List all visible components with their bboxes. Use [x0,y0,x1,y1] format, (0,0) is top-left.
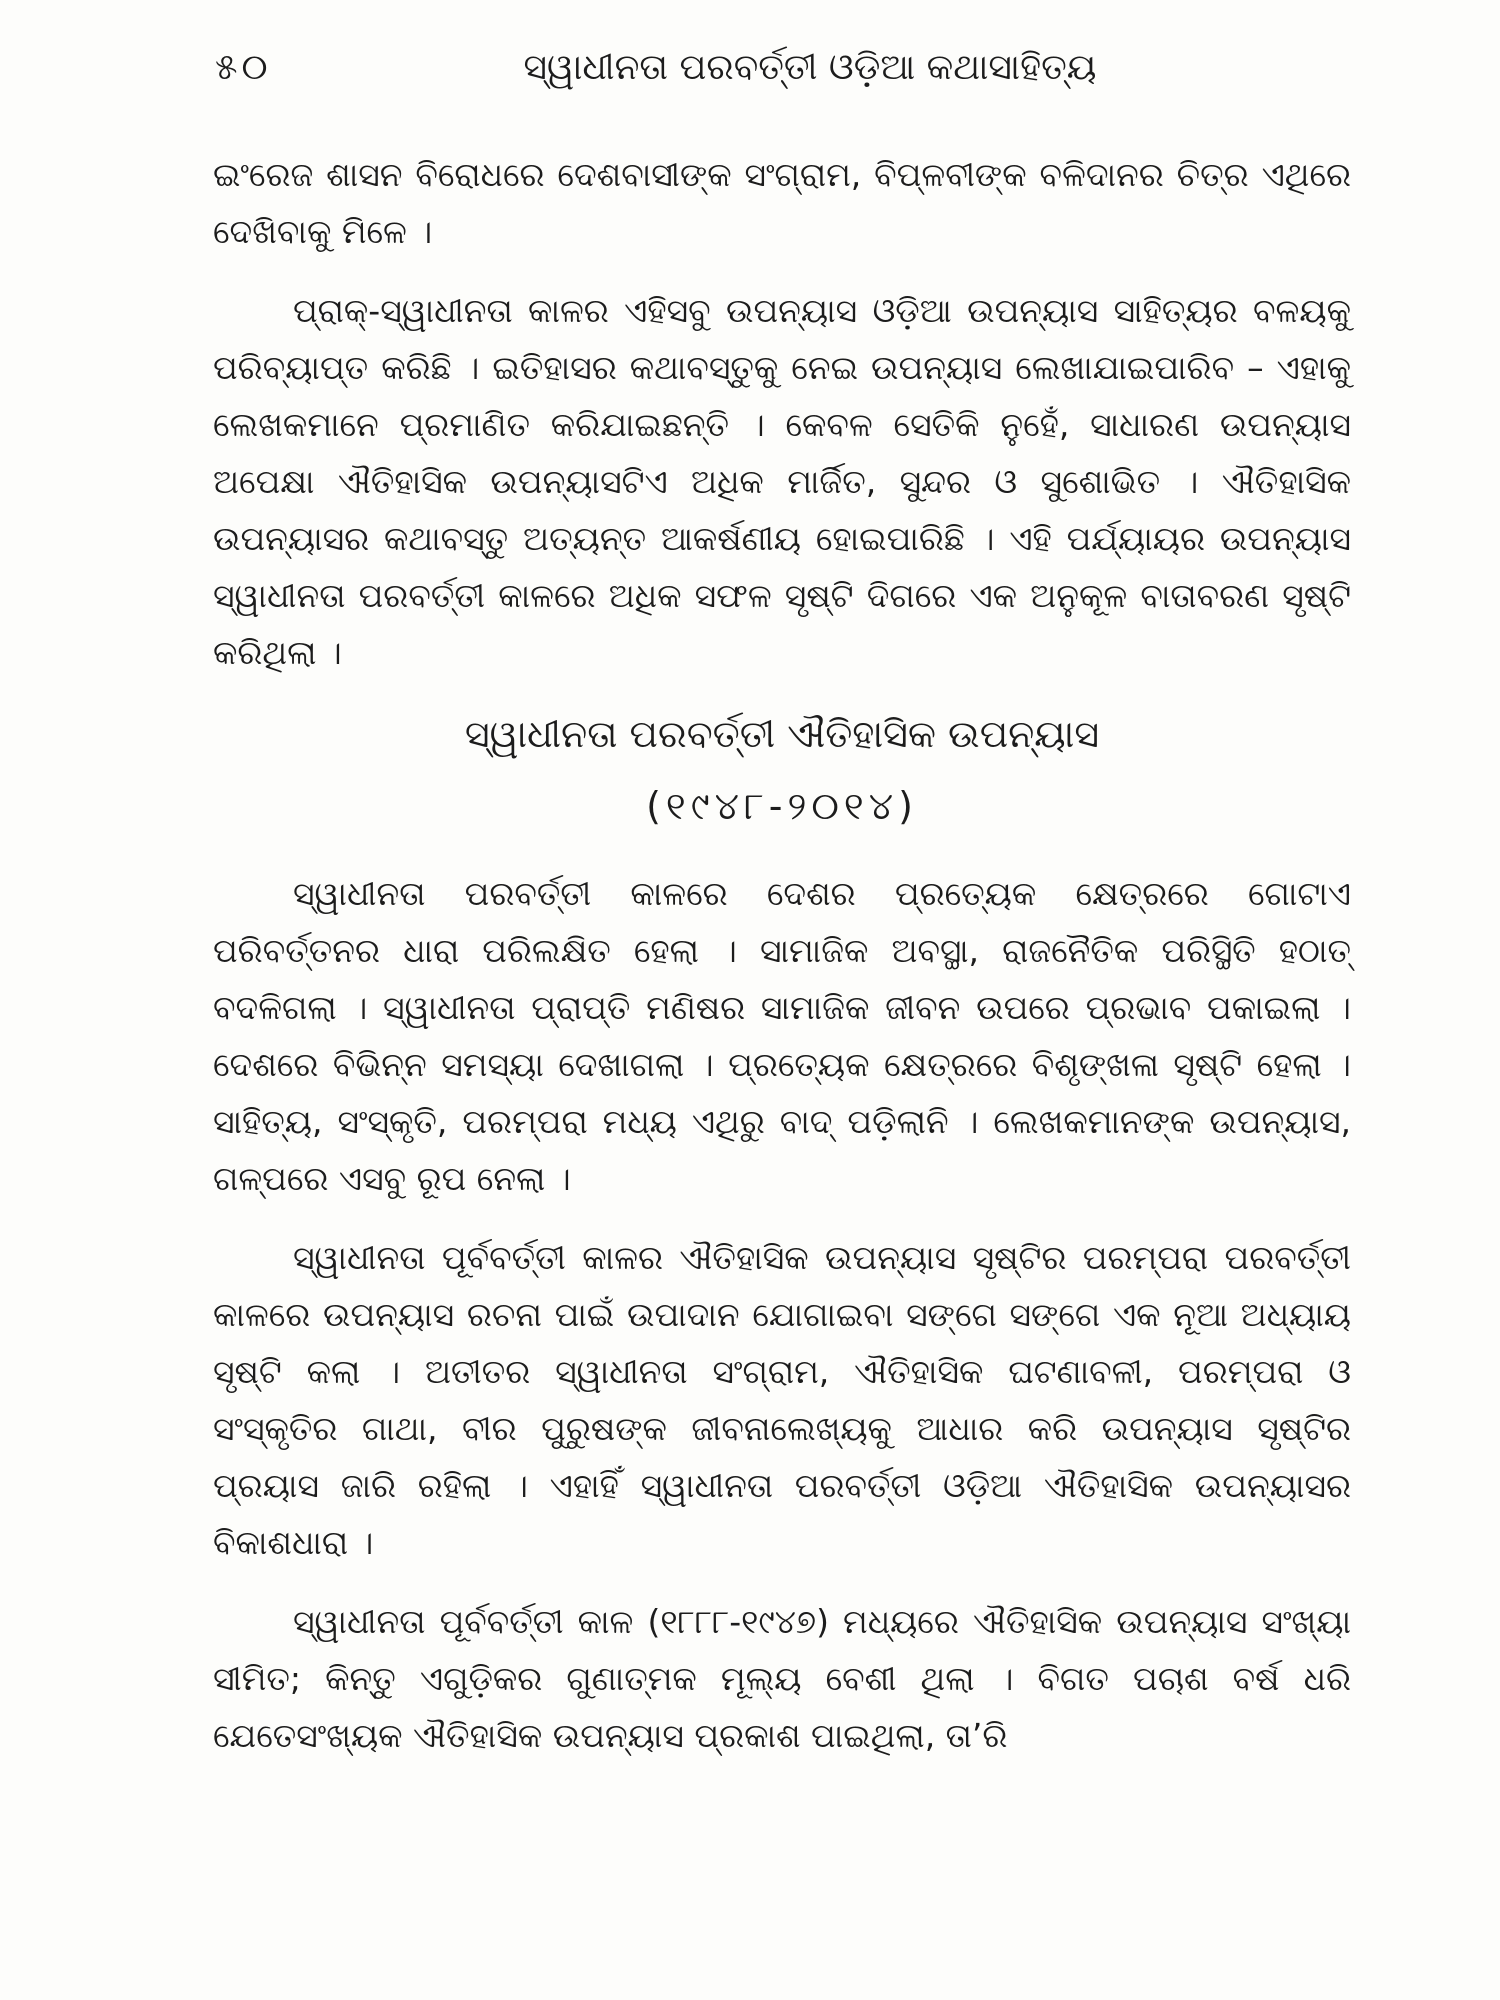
section-heading: ସ୍ୱାଧୀନତା ପରବର୍ତ୍ତୀ ଐତିହାସିକ ଉପନ୍ୟାସ [464,712,1100,756]
paragraph: ପ୍ରାକ୍-ସ୍ୱାଧୀନତା କାଳର ଏହିସବୁ ଉପନ୍ୟାସ ଓଡ଼ିଆ ଉପନ୍ୟାସ ସାହିତ୍ୟର ବଳୟକୁ ପରିବ୍ୟାପ୍ତ କରିଛି । ଇତିହାସର କଥାବସ୍ତୁକୁ ନେଇ ଉପନ୍ୟାସ ଲେଖାଯାଇପାରିବ – ଏହାକୁ ଲେଖକମାନେ ପ୍ରମାଣିତ କରିଯାଇଛନ୍ତି । କେବଳ ସେତିକି ନୁହେଁ, ସାଧାରଣ ଉପନ୍ୟାସ ଅପେକ୍ଷା ଐତିହାସିକ ଉପନ୍ୟାସଟିଏ ଅଧିକ ମାର୍ଜିତ, ସୁନ୍ଦର ଓ ସୁଶୋଭିତ । ଐତିହାସିକ ଉପନ୍ୟାସର କଥାବସ୍ତୁ ଅତ୍ୟନ୍ତ ଆକର୍ଷଣୀୟ ହୋଇପାରିଛି । ଏହି ପର୍ଯ୍ୟାୟର ଉପନ୍ୟାସ ସ୍ୱାଧୀନତା ପରବର୍ତ୍ତୀ କାଳରେ ଅଧିକ ସଫଳ ସୃଷ୍ଟି ଦିଗରେ ଏକ ଅନୁକୂଳ ବାତାବରଣ ସୃଷ୍ଟି କରିଥିଲା । [213,291,1351,672]
paragraph: ସ୍ୱାଧୀନତା ପୂର୍ବବର୍ତ୍ତୀ କାଳ (୧୮୮୮-୧୯୪୭) ମଧ୍ୟରେ ଐତିହାସିକ ଉପନ୍ୟାସ ସଂଖ୍ୟା ସୀମିତ; କିନ୍ତୁ ଏଗୁଡ଼ିକର ଗୁଣାତ୍ମକ ମୂଲ୍ୟ ବେଶୀ ଥିଲା । ବିଗତ ପଚାଶ ବର୍ଷ ଧରି ଯେତେସଂଖ୍ୟକ ଐତିହାସିକ ଉପନ୍ୟାସ ପ୍ରକାଶ ପାଇଥିଲା, ତା’ରି [213,1602,1351,1755]
section-years: (୧୯୪୮-୨୦୧୪) [646,784,918,828]
page-number: ୫୦ [215,47,272,88]
paragraph-continued: ଇଂରେଜ ଶାସନ ବିରୋଧରେ ଦେଶବାସୀଙ୍କ ସଂଗ୍ରାମ, ବିପ୍ଳବୀଙ୍କ ବଳିଦାନର ଚିତ୍ର ଏଥିରେ ଦେଖିବାକୁ ମିଳେ । [213,155,1351,251]
page-header [215,38,1345,98]
page-body [213,146,1351,1786]
running-head: ସ୍ୱାଧୀନତା ପରବର୍ତ୍ତୀ ଓଡ଼ିଆ କଥାସାହିତ୍ୟ [523,47,1097,88]
paragraph: ସ୍ୱାଧୀନତା ପୂର୍ବବର୍ତ୍ତୀ କାଳର ଐତିହାସିକ ଉପନ୍ୟାସ ସୃଷ୍ଟିର ପରମ୍ପରା ପରବର୍ତ୍ତୀ କାଳରେ ଉପନ୍ୟାସ ରଚନା ପାଇଁ ଉପାଦାନ ଯୋଗାଇବା ସଙ୍ଗେ ସଙ୍ଗେ ଏକ ନୂଆ ଅଧ୍ୟାୟ ସୃଷ୍ଟି କଲା । ଅତୀତର ସ୍ୱାଧୀନତା ସଂଗ୍ରାମ, ଐତିହାସିକ ଘଟଣାବଳୀ, ପରମ୍ପରା ଓ ସଂସ୍କୃତିର ଗାଥା, ବୀର ପୁରୁଷଙ୍କ ଜୀବନାଲେଖ୍ୟକୁ ଆଧାର କରି ଉପନ୍ୟାସ ସୃଷ୍ଟିର ପ୍ରୟାସ ଜାରି ରହିଲା । ଏହାହିଁ ସ୍ୱାଧୀନତା ପରବର୍ତ୍ତୀ ଓଡ଼ିଆ ଐତିହାସିକ ଉପନ୍ୟାସର ବିକାଶଧାରା । [213,1238,1351,1562]
paragraph: ସ୍ୱାଧୀନତା ପରବର୍ତ୍ତୀ କାଳରେ ଦେଶର ପ୍ରତ୍ୟେକ କ୍ଷେତ୍ରରେ ଗୋଟାଏ ପରିବର୍ତ୍ତନର ଧାରା ପରିଲକ୍ଷିତ ହେଲା । ସାମାଜିକ ଅବସ୍ଥା, ରାଜନୈତିକ ପରିସ୍ଥିତି ହଠାତ୍ ବଦଳିଗଲା । ସ୍ୱାଧୀନତା ପ୍ରାପ୍ତି ମଣିଷର ସାମାଜିକ ଜୀବନ ଉପରେ ପ୍ରଭାବ ପକାଇଲା । ଦେଶରେ ବିଭିନ୍ନ ସମସ୍ୟା ଦେଖାଗଲା । ପ୍ରତ୍ୟେକ କ୍ଷେତ୍ରରେ ବିଶୃଙ୍ଖଳା ସୃଷ୍ଟି ହେଲା । ସାହିତ୍ୟ, ସଂସ୍କୃତି, ପରମ୍ପରା ମଧ୍ୟ ଏଥିରୁ ବାଦ୍ ପଡ଼ିଲାନି । ଲେଖକମାନଙ୍କ ଉପନ୍ୟାସ, ଗଳ୍ପରେ ଏସବୁ ରୂପ ନେଲା । [213,874,1351,1198]
